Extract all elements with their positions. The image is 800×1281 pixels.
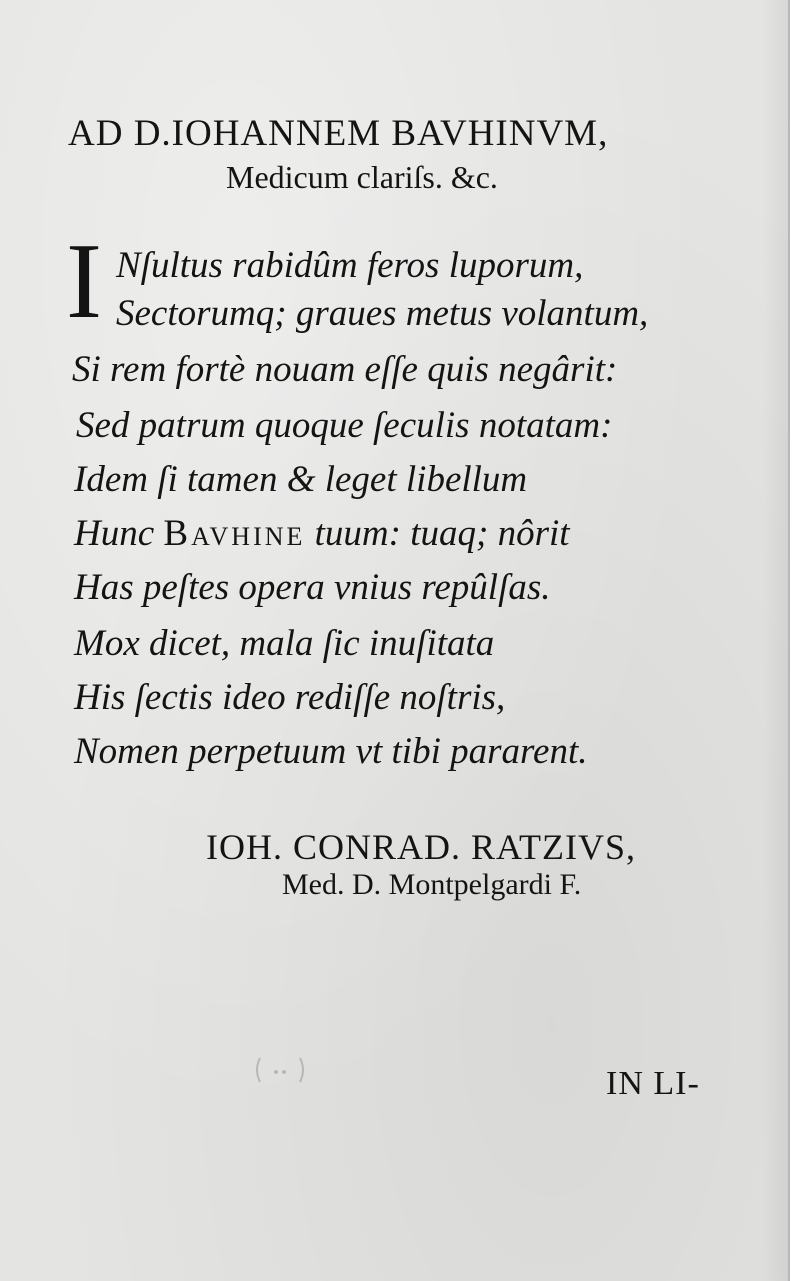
dedication-subheading: Medicum clariſs. &c.	[226, 159, 498, 195]
dedication-heading: AD D.IOHANNEM BAVHINVM,	[68, 113, 609, 154]
verse-line-5: Idem ſi tamen & leget libellum	[74, 459, 528, 500]
verse-line-1: Nſultus rabidûm feros luporum,	[116, 245, 584, 286]
verse-line-2: Sectorumq; graues metus volantum,	[116, 293, 649, 334]
verse-line-10: Nomen perpetuum vt tibi pararent.	[74, 731, 588, 772]
verse-line-7: Has peſtes opera vnius repûlſas.	[74, 567, 551, 608]
verse-line-6-rest: tuum: tuaq; nôrit	[314, 513, 570, 554]
verse-line-6-prefix: Hunc	[74, 513, 155, 554]
catchword: IN LI-	[606, 1065, 700, 1102]
verse-line-8: Mox dicet, mala ſic inuſitata	[74, 623, 495, 664]
page-edge-shadow	[762, 0, 788, 1281]
verse-line-9: His ſectis ideo rediſſe noſtris,	[74, 677, 506, 718]
signature-name: IOH. CONRAD. RATZIVS,	[206, 827, 637, 867]
verse-line-3: Si rem fortè nouam eſſe quis negârit:	[72, 349, 618, 390]
verse-line-6-name: Bavhine	[163, 513, 306, 554]
signature-title: Med. D. Montpelgardi F.	[282, 868, 582, 901]
verse-line-6	[74, 512, 570, 556]
verse-line-4: Sed patrum quoque ſeculis notatam:	[76, 405, 613, 446]
drop-cap: I	[66, 222, 102, 341]
ink-smudge-mark	[250, 1050, 310, 1090]
